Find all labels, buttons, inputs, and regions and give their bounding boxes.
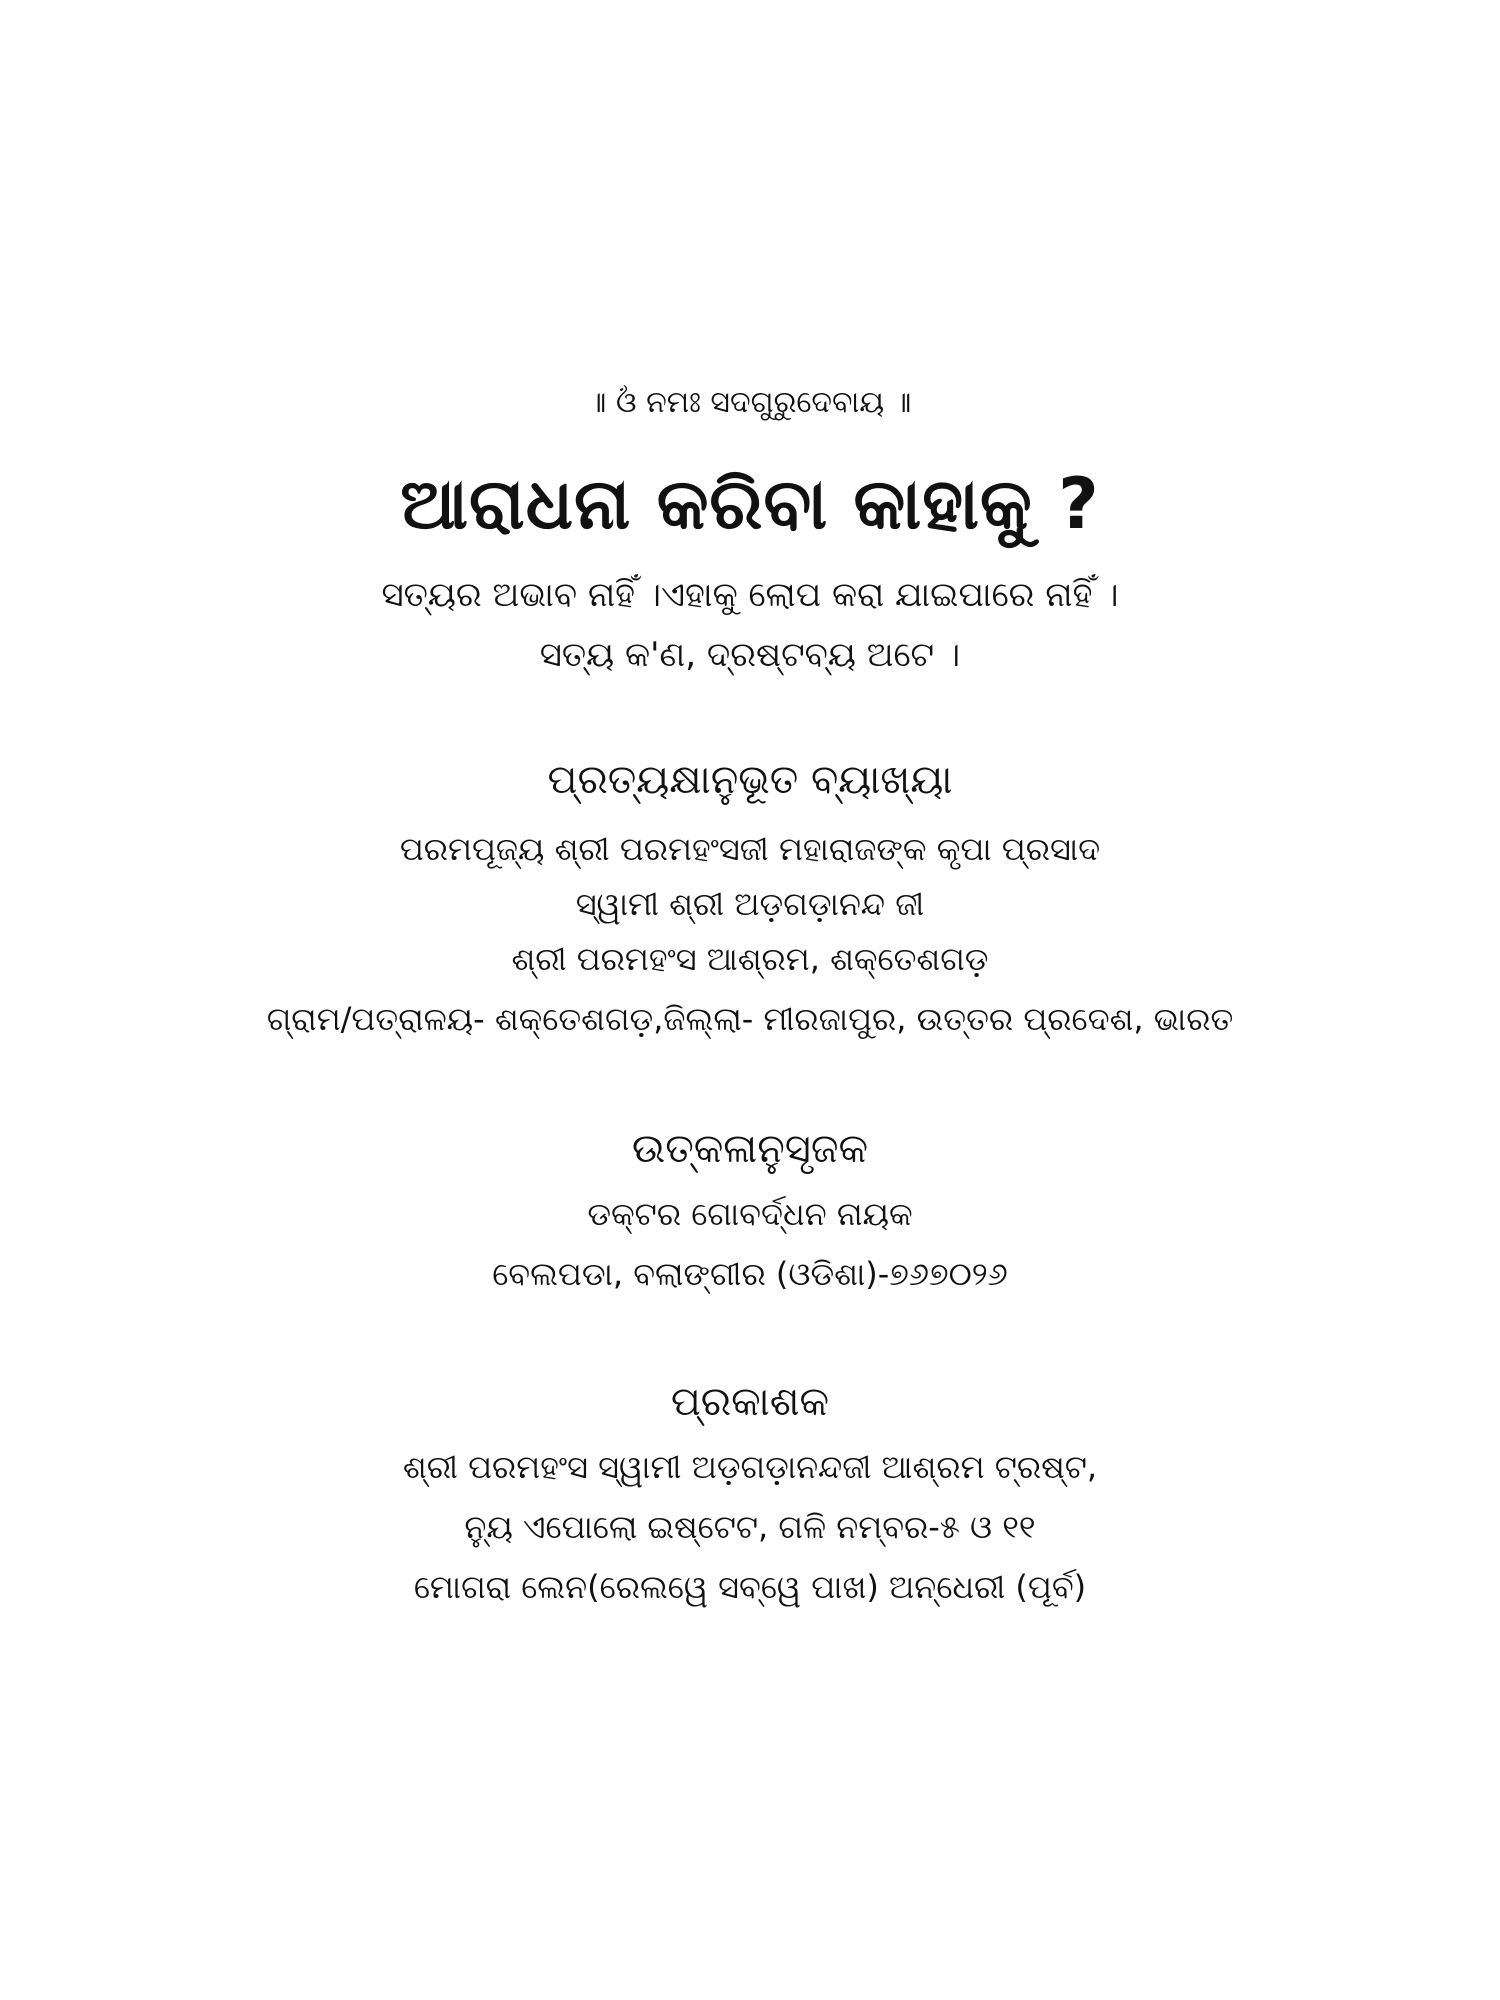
publisher-line: ନ୍ୟୁ ଏପୋଲୋ ଇଷ୍ଟେଟ, ଗଳି ନମ୍ବର-୫ ଓ ୧୧ [464,1508,1036,1546]
explanation-line: ଶ୍ରୀ ପରମହଂସ ଆଶ୍ରମ, ଶକ୍ତେଶଗଡ଼ [511,940,989,978]
publisher-line: ଶ୍ରୀ ପରମହଂସ ସ୍ୱାମୀ ଅଡ଼ଗଡ଼ାନନ୍ଦଜୀ ଆଶ୍ରମ ଟ୍ରଷ୍ଟ, [402,1448,1098,1486]
translator-heading: ଉତ୍କଳାନୁସୃଜକ [631,1126,869,1172]
subtitle-line: ସତ୍ୟର ଅଭାବ ନାହିଁ ।ଏହାକୁ ଲୋପ କରା ଯାଇପାରେ ନାହିଁ । [381,575,1119,615]
explanation-address-line: ଗ୍ରାମ/ପତ୍ରାଳୟ- ଶକ୍ତେଶଗଡ଼,ଜିଲ୍ଲା- ମୀରଜାପୁର, ଉତ୍ତର ପ୍ରଦେଶ, ଭାରତ [266,1000,1234,1038]
page-title: ଆରାଧନା କରିବା କାହାକୁ ? [400,463,1100,545]
publisher-heading: ପ୍ରକାଶକ [670,1379,830,1425]
explanation-line: ସ୍ୱାମୀ ଶ୍ରୀ ଅଡ଼ଗଡ଼ାନନ୍ଦ ଜୀ [575,885,925,923]
invocation: ॥ ଓଁ ନମଃ ସଦଗୁରୁଦେବାୟ ॥ [588,385,912,420]
explanation-heading: ପ୍ରତ୍ୟକ୍ଷାନୁଭୂତ ବ୍ୟାଖ୍ୟା [547,757,953,803]
explanation-line: ପରମପୂଜ୍ୟ ଶ୍ରୀ ପରମହଂସଜୀ ମହାରାଜଙ୍କ କୃପା ପ୍ରସାଦ [399,830,1101,868]
publisher-line: ମୋଗରା ଲେନ(ରେଲୱେ ସବ୍‌ୱେ ପାଖ) ଅନ୍ଧେରୀ (ପୂର୍ବ) [413,1568,1087,1606]
translator-name: ଡକ୍ଟର ଗୋବର୍ଦ୍ଧନ ନାୟକ [587,1195,913,1233]
translator-address: ବେଲପଡା, ବଲାଙ୍ଗୀର (ଓଡିଶା)-୭୬୭୦୨୬ [492,1255,1008,1293]
subtitle-line: ସତ୍ୟ କ'ଣ, ଦ୍ରଷ୍ଟବ୍ୟ ଅଟେ । [539,635,961,675]
